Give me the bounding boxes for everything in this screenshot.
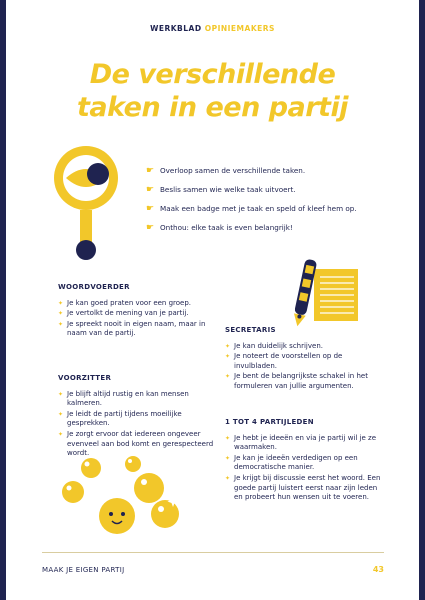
role-woordvoerder [58,283,208,340]
role-title: SECRETARIS [225,326,276,334]
list-item: ✦ Je blijft altijd rustig en kan mensen kalmeren. [58,390,218,409]
hand-pointer-icon: ☛ [146,203,155,214]
notepad-pen-icon [288,255,363,335]
hand-pointer-icon: ☛ [146,222,155,233]
role-title: VOORZITTER [58,374,112,382]
list-item: ✦ Je bent de belangrijkste schakel in het formuleren van jullie argumenten. [225,372,385,391]
intro-item: ☛ Beslis samen wie welke taak uitvoert. [146,184,296,195]
list-item: ✦ Je krijgt bij discussie eerst het woord. Een goede partij luistert eerst naar zijn leden en probeert hun wensen uit te voeren. [225,474,387,503]
hand-pointer-icon: ☛ [146,184,155,195]
title-line-1: De verschillende [89,59,336,90]
role-title: 1 TOT 4 PARTIJLEDEN [225,418,314,426]
list-item: ✦ Je zorgt ervoor dat iedereen ongeveer evenveel aan bod komt en gerespecteerd wordt. [58,430,218,459]
list-item: ✦ Je kan je ideeën verdedigen op een democratische manier. [225,454,387,473]
bubbles-icon [61,452,191,542]
role-title: WOORDVOERDER [58,283,130,291]
list-item: ✦ Je noteert de voorstellen op de invulbladen. [225,352,385,371]
intro-item: ☛ Maak een badge met je taak en speld of kleef hem op. [146,203,357,214]
page-number: 43 [372,565,384,574]
intro-item: ☛ Overloop samen de verschillende taken. [146,165,306,176]
role-partijleden [225,418,387,504]
magnifier-eye-icon [46,140,128,265]
list-item: ✦ Je spreekt nooit in eigen naam, maar in naam van de partij. [58,320,208,339]
worksheet-page [6,0,419,600]
footer-divider [42,552,384,553]
list-item: ✦ Je kan goed praten voor een groep. [58,299,208,309]
list-item: ✦ Je vertolkt de mening van je partij. [58,309,208,319]
footer-title: MAAK JE EIGEN PARTIJ [42,566,125,574]
list-item: ✦ Je leidt de partij tijdens moeilijke gesprekken. [58,410,218,429]
role-secretaris [225,326,385,393]
title-line-2: taken in een partij [77,92,348,123]
role-voorzitter [58,374,218,460]
header-accent: OPINIEMAKERS [204,24,275,33]
page-header [6,24,419,33]
hand-pointer-icon: ☛ [146,165,155,176]
intro-list [146,161,406,237]
header-prefix: WERKBLAD [150,24,202,33]
page-title [6,58,419,124]
intro-item: ☛ Onthou: elke taak is even belangrijk! [146,222,293,233]
list-item: ✦ Je hebt je ideeën en via je partij wil je ze waarmaken. [225,434,387,453]
list-item: ✦ Je kan duidelijk schrijven. [225,342,385,352]
